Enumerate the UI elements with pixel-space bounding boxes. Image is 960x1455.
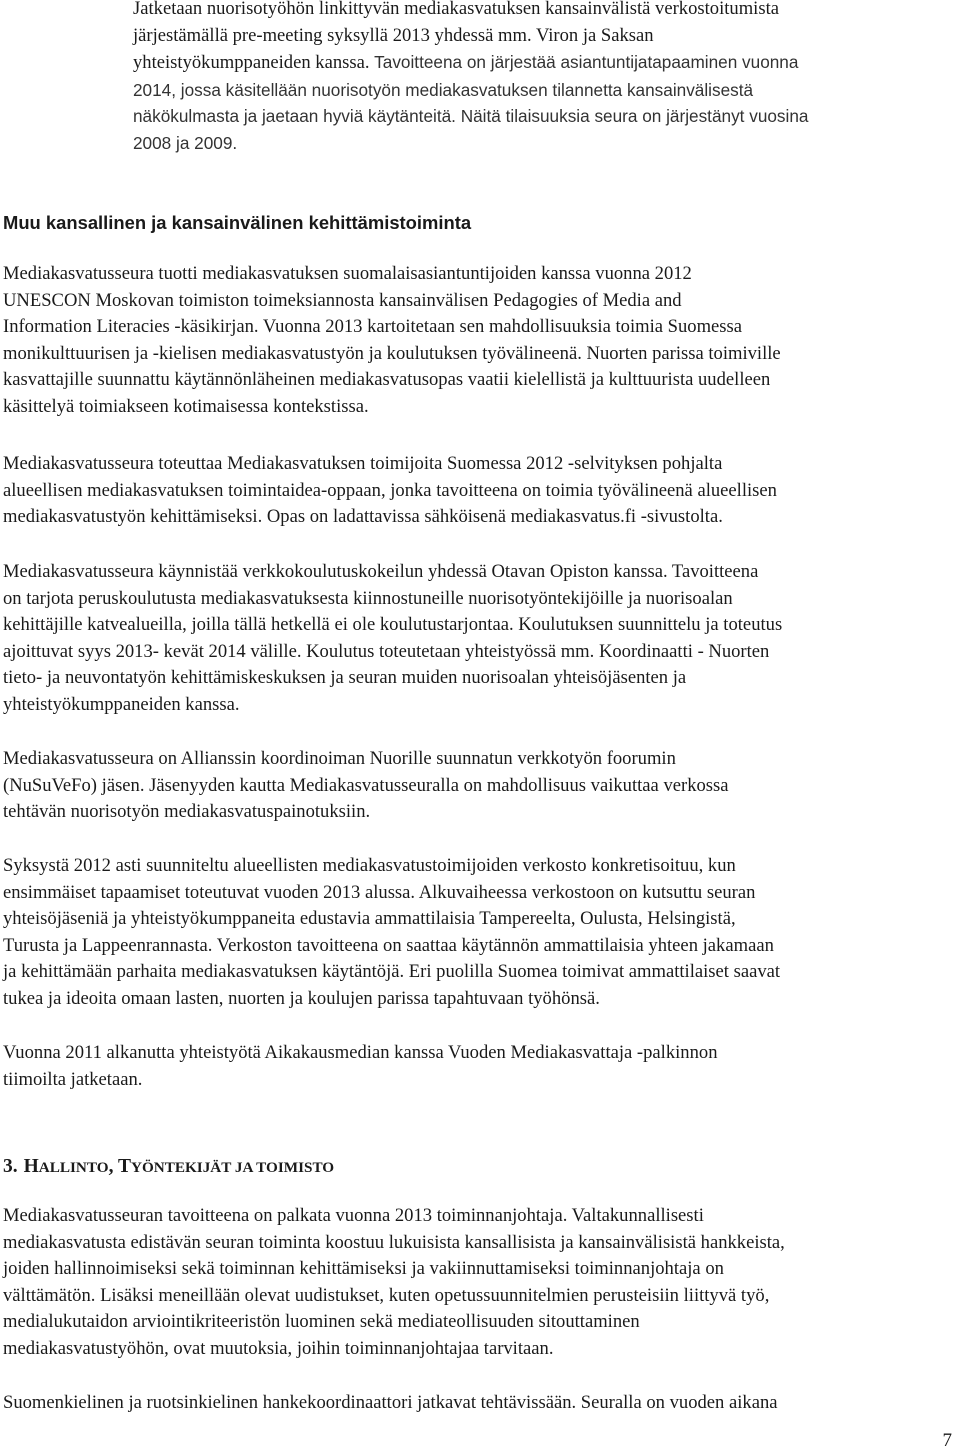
paragraph [3, 451, 953, 531]
paragraph [3, 559, 953, 719]
text-line: yhteistyökumppaneiden kanssa. Tavoitteena on järjestää asiantuntijatapaaminen vuonna [133, 52, 799, 74]
chapter-title-part: H [23, 1156, 39, 1177]
text-line: Mediakasvatusseura toteuttaa Mediakasvatuksen toimijoita Suomessa 2012 -selvityksen pohjalta [3, 453, 723, 474]
text-line: ensimmäiset tapaamiset toteutuvat vuoden 2013 alussa. Alkuvaiheessa verkostoon on kutsuttu seuran [3, 881, 756, 903]
text-line: monikulttuurisen ja -kielisen mediakasvatustyön ja koulutuksen työvälineenä. Nuorten parissa toimiville [3, 342, 781, 364]
paragraph [3, 261, 953, 421]
text-line: mediakasvatusta edistävän seuran toiminta koostuu lukuisista kansallisista ja kansainvälisistä hankkeista, [3, 1231, 785, 1253]
text-line: välttämätön. Lisäksi meneillään olevat uudistukset, kuten opetussuunnitelmien perusteisiin liittyvä työ, [3, 1284, 770, 1306]
section-heading: Muu kansallinen ja kansainvälinen kehittämistoiminta [3, 212, 472, 233]
text-line: 2008 ja 2009. [133, 132, 238, 153]
text-line: Suomenkielinen ja ruotsinkielinen hankekoordinaattori jatkavat tehtävissään. Seuralla on vuoden aikana [3, 1392, 778, 1413]
text-line: kehittäjille katvealueilla, joilla tällä hetkellä ei ole koulutustarjontaa. Koulutuksen suunnittelu ja toteutus [3, 614, 783, 636]
text-line: Turusta ja Lappeenrannasta. Verkoston tavoitteena on saattaa käytännön ammattilaisia yhteen jakamaan [3, 934, 774, 956]
paragraph [3, 1040, 953, 1093]
text-line: näkökulmasta ja jaetaan hyviä käytänteitä. Näitä tilaisuuksia seura on järjestänyt vuosina [133, 106, 809, 127]
text-line: Vuonna 2011 alkanutta yhteistyötä Aikakausmedian kanssa Vuoden Mediakasvattaja -palkinnon [3, 1042, 718, 1063]
text-line: UNESCON Moskovan toimiston toimeksiannosta kansainvälisen Pedagogies of Media and [3, 289, 682, 311]
text-line: yhteisöjäseniä ja yhteistyökumppaneita edustavia ammattilaisia Tampereelta, Oulusta, Helsingistä, [3, 908, 736, 930]
text-line: järjestämällä pre-meeting syksyllä 2013 yhdessä mm. Viron ja Saksan [133, 24, 654, 46]
text-line: Information Literacies -käsikirjan. Vuonna 2013 kartoitetaan sen mahdollisuuksia toimia Suomessa [3, 316, 743, 338]
text-line: tieto- ja neuvontatyön kehittämiskeskuksen ja seuran muiden nuorisoalan yhteisöjäsenten ja [3, 667, 687, 689]
text-line: (NuSuVeFo) jäsen. Jäsenyyden kautta Mediakasvatusseuralla on mahdollisuus vaikuttaa verkossa [3, 774, 729, 796]
text-line: tehtävän nuorisotyön mediakasvatuspainotuksiin. [3, 801, 371, 823]
chapter-title-part: ALLINTO [38, 1159, 109, 1176]
text-line: ajoittuvat syys 2013- kevät 2014 välille. Koulutus toteutetaan yhteistyössä mm. Koordinaatti - Nuorten [3, 640, 770, 662]
text-line: tukea ja ideoita omaan lasten, nuorten ja koulujen parissa tapahtuvaan työhönsä. [3, 987, 600, 1009]
text-line: Jatketaan nuorisotyöhön linkittyvän mediakasvatuksen kansainvälistä verkostoitumista [133, 0, 780, 19]
text-line: mediakasvatustyöhön, ovat muutoksia, joihin toiminnanjohtajaa tarvitaan. [3, 1337, 554, 1359]
text-line: mediakasvatustyön kehittämiseksi. Opas on ladattavissa sähköisenä mediakasvatus.fi -sivustolta. [3, 506, 723, 528]
chapter-heading [3, 1152, 334, 1179]
text-line: on tarjota peruskoulutusta mediakasvatuksesta kiinnostuneille nuorisotyöntekijöille ja nuorisoalan [3, 587, 733, 609]
chapter-number: 3. [3, 1156, 18, 1177]
page-number: 7 [942, 1430, 952, 1451]
text-line: joiden hallinnoimiseksi sekä toiminnan kehittämiseksi ja vakiinnuttamiseksi toiminnanjohtaja on [3, 1258, 724, 1280]
text-line: 2014, jossa käsitellään nuorisotyön mediakasvatuksen tilannetta kansainvälisestä [133, 79, 754, 100]
paragraph [3, 1390, 953, 1417]
text-line: Mediakasvatusseura tuotti mediakasvatuksen suomalaisasiantuntijoiden kanssa vuonna 2012 [3, 263, 692, 284]
text-line: Syksystä 2012 asti suunniteltu alueellisten mediakasvatustoimijoiden verkosto konkretisoituu, kun [3, 855, 736, 876]
text-line: ja kehittämään parhaita mediakasvatuksen käytäntöjä. Eri puolilla Suomea toimivat ammattilaiset saavat [3, 961, 781, 983]
chapter-title [24, 1152, 335, 1178]
text-line: medialukutaidon arviointikriteeristön luominen sekä mediateollisuuden sitouttaminen [3, 1311, 640, 1333]
intro-paragraph [133, 0, 953, 157]
chapter-title-part: YÖNTEKIJÄT JA TOIMISTO [130, 1159, 335, 1176]
paragraph [3, 746, 953, 826]
text-line: yhteistyökumppaneiden kanssa. [3, 693, 240, 715]
text-line: käsittelyä toimiakseen kotimaisessa kontekstissa. [3, 395, 369, 417]
text-line: alueellisen mediakasvatuksen toimintaidea-oppaan, jonka tavoitteena on toimia työvälineenä alueellisen [3, 479, 777, 501]
paragraph [3, 1203, 953, 1363]
text-line: Mediakasvatusseura on Allianssin koordinoiman Nuorille suunnatun verkkotyön foorumin [3, 748, 676, 769]
paragraph [3, 853, 953, 1013]
text-line: kasvattajille suunnattu käytännönläheinen mediakasvatusopas vaatii kielellistä ja kulttuurista uudelleen [3, 369, 771, 391]
chapter-title-part: , T [108, 1156, 131, 1177]
text-line: tiimoilta jatketaan. [3, 1068, 143, 1090]
text-line: Mediakasvatusseura käynnistää verkkokoulutuskokeilun yhdessä Otavan Opiston kanssa. Tavoitteena [3, 561, 759, 582]
text-line: Mediakasvatusseuran tavoitteena on palkata vuonna 2013 toiminnanjohtaja. Valtakunnallisesti [3, 1205, 704, 1226]
